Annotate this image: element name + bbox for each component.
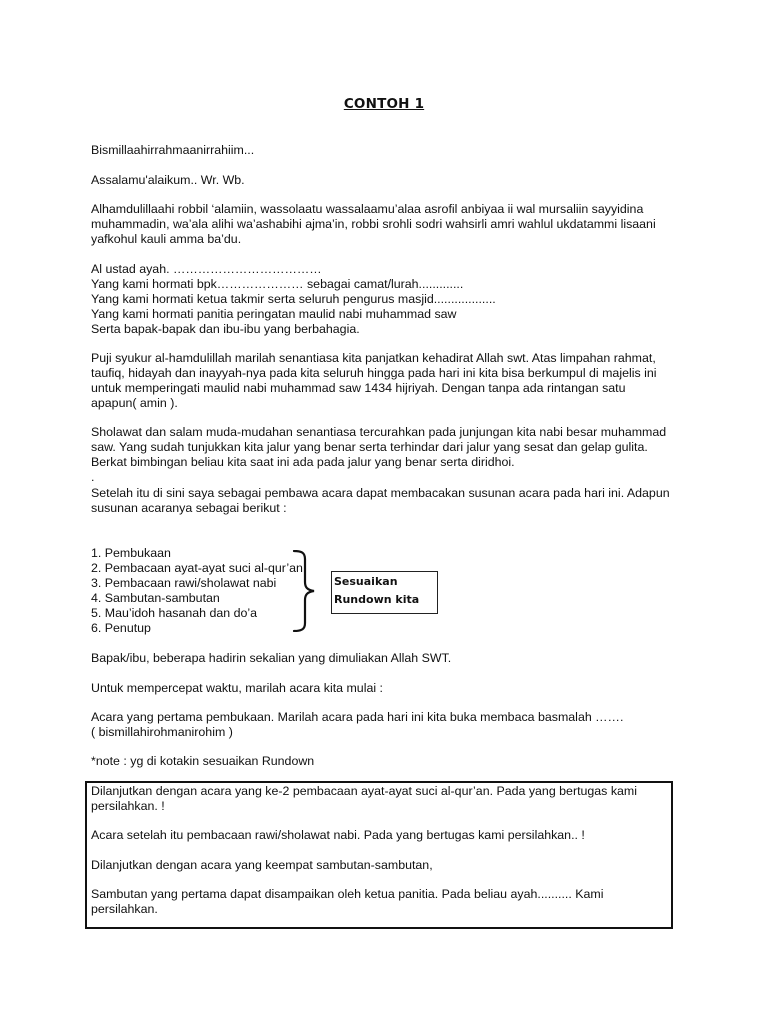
curly-brace-icon — [292, 550, 322, 632]
text-line: saw. Yang sudah tunjukkan kita jalur yang benar serta terhindar dari jalur yang sesat dan gelap gulita. — [91, 440, 648, 454]
opening-paragraph — [91, 202, 691, 247]
text-line: Serta bapak-bapak dan ibu-ibu yang berbahagia. — [91, 322, 360, 336]
text-line: Puji syukur al-hamdulillah marilah senantiasa kita panjatkan kehadirat Allah swt. Atas limpahan rahmat, — [91, 351, 656, 365]
agenda-item: 2. Pembacaan ayat-ayat suci al-qur’an — [91, 561, 303, 575]
text-line: . — [91, 470, 95, 484]
text-line: apapun( amin ). — [91, 396, 178, 410]
agenda-list — [91, 546, 303, 636]
sholawat-paragraph — [91, 425, 691, 485]
text-line: Dilanjutkan dengan acara yang ke-2 pembacaan ayat-ayat suci al-qur’an. Pada yang bertugas kami — [91, 784, 637, 798]
rundown-note-box — [331, 571, 438, 614]
greeting-salam — [91, 173, 691, 188]
box-paragraph-4 — [91, 887, 661, 917]
text-line: Sholawat dan salam muda-mudahan senantiasa tercurahkan pada junjungan kita nabi besar muhammad — [91, 425, 667, 439]
start-paragraph — [91, 681, 691, 696]
agenda-item: 5. Mau’idoh hasanah dan do’a — [91, 606, 258, 620]
text-line: *note : yg di kotakin sesuaikan Rundown — [91, 754, 315, 768]
text-line: Bismillaahirrahmaanirrahiim... — [91, 143, 255, 157]
text-line: Yang kami hormati ketua takmir serta seluruh pengurus masjid.................. — [91, 292, 496, 306]
box-paragraph-1 — [91, 784, 661, 814]
text-line: ( bismillahirohmanirohim ) — [91, 725, 233, 739]
note-line: Sesuaikan — [334, 575, 398, 588]
note-paragraph — [91, 754, 691, 769]
agenda-item: 6. Penutup — [91, 621, 151, 635]
box-paragraph-3 — [91, 858, 661, 873]
honorifics-paragraph — [91, 262, 691, 337]
text-line: Yang kami hormati bpk………………… sebagai camat/lurah............. — [91, 277, 464, 291]
box-paragraph-2 — [91, 828, 661, 843]
text-line: persilahkan. ! — [91, 799, 165, 813]
text-line: persilahkan. — [91, 902, 158, 916]
text-line: Acara setelah itu pembacaan rawi/sholawat nabi. Pada yang bertugas kami persilahkan.. ! — [91, 828, 585, 842]
text-line: Sambutan yang pertama dapat disampaikan oleh ketua panitia. Pada beliau ayah.......... Kami — [91, 887, 604, 901]
text-line: untuk memperingati maulid nabi muhammad saw 1434 hijriyah. Dengan tanpa ada rintangan satu — [91, 381, 626, 395]
rundown-box — [85, 781, 673, 929]
text-line: susunan acaranya sebagai berikut : — [91, 501, 287, 515]
intro-paragraph — [91, 486, 691, 516]
agenda-item: 3. Pembacaan rawi/sholawat nabi — [91, 576, 277, 590]
text-line: Alhamdulillaahi robbil ‘alamiin, wassolaatu wassalaamu’alaa asrofil anbiyaa ii wal mursaliin sayyidina — [91, 202, 644, 216]
text-line: Dilanjutkan dengan acara yang keempat sambutan-sambutan, — [91, 858, 433, 872]
text-line: Al ustad ayah. ……………………………… — [91, 262, 322, 276]
text-line: Bapak/ibu, beberapa hadirin sekalian yang dimuliakan Allah SWT. — [91, 651, 452, 665]
text-line: Acara yang pertama pembukaan. Marilah acara pada hari ini kita buka membaca basmalah ……. — [91, 710, 624, 724]
text-line: Berkat bimbingan beliau kita saat ini ada pada jalur yang benar serta diridhoi. — [91, 455, 515, 469]
text-line: Yang kami hormati panitia peringatan maulid nabi muhammad saw — [91, 307, 457, 321]
greeting-bismillah — [91, 143, 691, 158]
text-line: muhammadin, wa’ala alihi wa’ashabihi ajma’in, robbi srohli sodri wahsirli amri wahlul ukdatammi lisaani — [91, 217, 656, 231]
text-line: Assalamu'alaikum.. Wr. Wb. — [91, 173, 245, 187]
agenda-item: 1. Pembukaan — [91, 546, 171, 560]
text-line: Untuk mempercepat waktu, marilah acara kita mulai : — [91, 681, 383, 695]
first-item-paragraph — [91, 710, 691, 740]
gratitude-paragraph — [91, 351, 691, 411]
address-paragraph — [91, 651, 691, 666]
note-line: Rundown kita — [334, 593, 420, 606]
document-title: CONTOH 1 — [343, 96, 425, 112]
text-line: taufiq, hidayah dan inayyah-nya pada kita seluruh hingga pada hari ini kita bisa berkumpul di majelis ini — [91, 366, 657, 380]
agenda-item: 4. Sambutan-sambutan — [91, 591, 220, 605]
text-line: yafkohul kauli amma ba’du. — [91, 232, 242, 246]
text-line: Setelah itu di sini saya sebagai pembawa acara dapat membacakan susunan acara pada hari ini. Adapun — [91, 486, 670, 500]
